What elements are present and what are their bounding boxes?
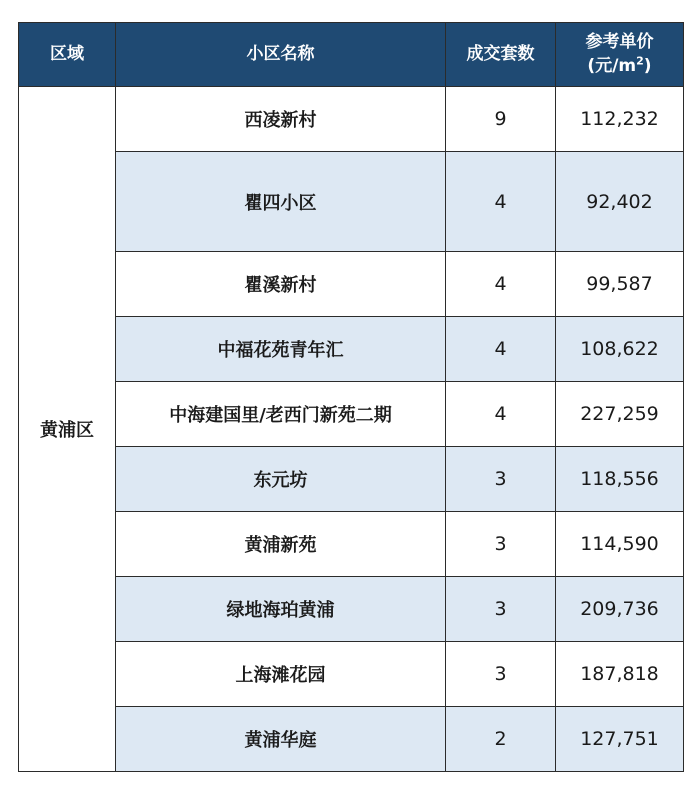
unit-price: 187,818 [556, 642, 684, 707]
community-name: 中海建国里/老西门新苑二期 [116, 382, 446, 447]
transaction-table [18, 22, 684, 772]
table-row [19, 447, 684, 512]
header-deals: 成交套数 [446, 23, 556, 87]
deal-count: 3 [446, 447, 556, 512]
deal-count: 9 [446, 87, 556, 152]
header-price-unit: (元$/m^2$) [587, 53, 652, 76]
table-header-row [19, 23, 684, 87]
unit-price: 209,736 [556, 577, 684, 642]
community-name: 中福花苑青年汇 [116, 317, 446, 382]
deal-count: 3 [446, 577, 556, 642]
header-region: 区域 [19, 23, 116, 87]
table-row [19, 707, 684, 772]
unit-price: 112,232 [556, 87, 684, 152]
table-row [19, 87, 684, 152]
table-row [19, 642, 684, 707]
table-row [19, 577, 684, 642]
deal-count: 4 [446, 152, 556, 252]
unit-price: 92,402 [556, 152, 684, 252]
unit-price: 108,622 [556, 317, 684, 382]
deal-count: 2 [446, 707, 556, 772]
community-name: 绿地海珀黄浦 [116, 577, 446, 642]
unit-price: 227,259 [556, 382, 684, 447]
community-name: 西凌新村 [116, 87, 446, 152]
header-community: 小区名称 [116, 23, 446, 87]
table-row [19, 252, 684, 317]
region-cell: 黄浦区 [19, 87, 116, 772]
deal-count: 4 [446, 317, 556, 382]
unit-price: 127,751 [556, 707, 684, 772]
unit-price: 118,556 [556, 447, 684, 512]
deal-count: 4 [446, 252, 556, 317]
community-name: 黄浦新苑 [116, 512, 446, 577]
header-price-label: 参考单价 [585, 31, 654, 52]
table-row [19, 152, 684, 252]
deal-count: 4 [446, 382, 556, 447]
community-name: 瞿四小区 [116, 152, 446, 252]
community-name: 上海滩花园 [116, 642, 446, 707]
header-price [556, 23, 684, 87]
deal-count: 3 [446, 512, 556, 577]
deal-count: 3 [446, 642, 556, 707]
table-row [19, 317, 684, 382]
community-name: 东元坊 [116, 447, 446, 512]
table-row [19, 382, 684, 447]
unit-price: 114,590 [556, 512, 684, 577]
community-name: 瞿溪新村 [116, 252, 446, 317]
community-name: 黄浦华庭 [116, 707, 446, 772]
unit-price: 99,587 [556, 252, 684, 317]
table-row [19, 512, 684, 577]
